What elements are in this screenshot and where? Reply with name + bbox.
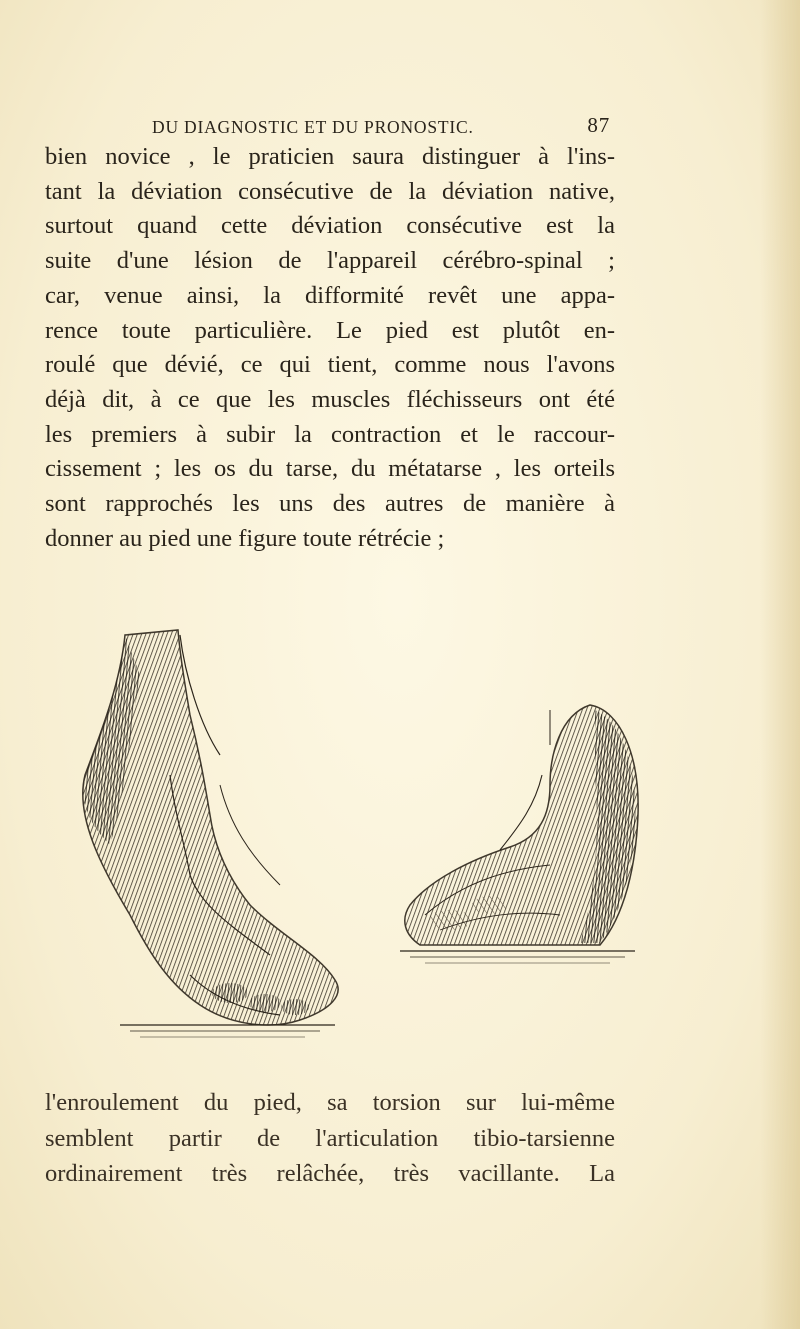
text-line: ordinairement très relâchée, très vacillante. La <box>45 1160 615 1187</box>
clubfoot-engraving <box>80 615 650 1055</box>
text-line: cissement ; les os du tarse, du métatarse , les orteils <box>45 455 615 483</box>
text-line: tant la déviation consécutive de la déviation native, <box>45 177 615 205</box>
paragraph-upper <box>45 140 615 556</box>
page-edge-shadow <box>760 0 800 1329</box>
page-number: 87 <box>587 113 610 137</box>
text-line: sont rapprochés les uns des autres de manière à <box>45 490 615 518</box>
text-line: donner au pied une figure toute rétrécie ; <box>45 524 445 552</box>
page-header <box>120 113 610 141</box>
text-line: bien novice , le praticien saura distinguer à l'ins- <box>45 143 615 170</box>
text-line: rence toute particulière. Le pied est plutôt en- <box>45 316 615 344</box>
text-line: roulé que dévié, ce qui tient, comme nous l'avons <box>45 351 615 379</box>
text-line: surtout quand cette déviation consécutive est la <box>45 212 615 240</box>
text-line: déjà dit, à ce que les muscles fléchisseurs ont été <box>45 385 615 413</box>
right-foot-drawing <box>400 705 638 963</box>
foot-illustration <box>80 615 650 1055</box>
text-line: car, venue ainsi, la difformité revêt une appa- <box>45 281 615 309</box>
text-line: les premiers à subir la contraction et le raccour- <box>45 420 615 448</box>
text-line: suite d'une lésion de l'appareil cérébro-spinal ; <box>45 247 615 275</box>
running-title: DU DIAGNOSTIC ET DU PRONOSTIC. <box>152 117 474 137</box>
left-foot-drawing <box>83 630 338 1037</box>
text-line: l'enroulement du pied, sa torsion sur lui-même <box>45 1089 615 1116</box>
paragraph-lower <box>45 1085 615 1192</box>
text-line: semblent partir de l'articulation tibio-tarsienne <box>45 1124 615 1152</box>
